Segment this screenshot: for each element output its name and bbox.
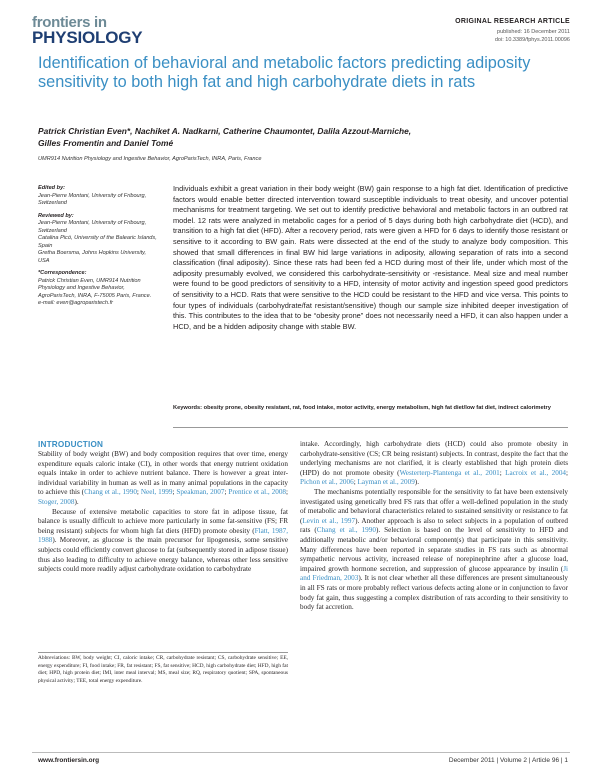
doi: doi: 10.3389/fphys.2011.00096 xyxy=(494,37,570,43)
body-column-1 xyxy=(38,450,288,575)
footer-url-link[interactable]: www.frontiersin.org xyxy=(38,757,100,764)
abstract: Individuals exhibit a great variation in their body weight (BW) gain response to a high fat diet. Identification of predictive factors would enable better directed intervention toward susceptible individuals to treat obesity, and uncover potential mechanisms for treatment targeting. We set out to identify predictive behavioral and metabolic factors in an outbred rat model. 12 rats were analyzed in metabolic cages for a period of 5 days during both high carbohydrate diet (HCD), and transition to a high fat diet (HFD). After a recovery period, rats were given a HFD for 6 days to identify those resistant or sensitive to it according to BW gain. Rats were dissected at the end of the study to analyze body composition. This showed that small differences in final BW hid large variations in adiposity, allowing separation of rats into a second classification (final adiposity). Since these rats had been fed a HCD during most of their life, under which most of the adiposity presumably evolved, we considered this carbohydrate-sensitivity or -resistance. Meal size and meal number were found to be good predictors of sensitivity to a HFD, intensity of motor activity and ingestion speed good predictors of sensitivity to a HCD. Rats that were sensitive to the HCD could be resistant to the HFD and vice versa. This points to four types of individuals (carbohydrate/fat resistant/sensitive) though our sample size inhibited deeper investigation of this. This contributes to the idea that to be “obesity prone” does not necessarily need a HFD, it can also happen under a HCD, and be a hidden adiposity change with stable BW. xyxy=(173,184,568,331)
publication-info xyxy=(495,28,570,44)
citation-link[interactable]: Lacroix et al., 2004 xyxy=(505,468,567,477)
citation-link[interactable]: Levin et al., 1997 xyxy=(302,516,356,525)
published-date: published: 16 December 2011 xyxy=(497,29,570,35)
body-column-2 xyxy=(300,440,568,613)
keywords-list: obesity prone, obesity resistant, rat, food intake, motor activity, energy metabolism, high fat diet/low fat diet, indirect calorimetry xyxy=(203,405,551,411)
affiliation: UMR914 Nutrition Physiology and Ingestive Behavior, AgroParisTech, INRA, Paris, France xyxy=(38,156,262,162)
edited-by-label: Edited by: xyxy=(38,185,66,191)
citation-link[interactable]: Chang et al., 1990 xyxy=(84,488,137,497)
paragraph: Stability of body weight (BW) and body composition requires that over time, energy expenditure equals caloric intake (CI), in other words that energy nutrient oxidation equals intake in order to achieve nutrient balance. There is however a great inter-individual variability in human as well as in many animal populations in the capacity to achieve this (Chang et al., 1990; Neel, 1999; Speakman, 2007; Prentice et al., 2008; Stoger, 2008). xyxy=(38,450,289,506)
paragraph: Because of extensive metabolic capacities to store fat in adipose tissue, fat balance is usually difficult to achieve more particularly in some fat-sensitive (FS; FR being resistant) subjects for whom high fat diets (HFD) promote obesity (Flatt, 1987, 1988). Moreover, as glucose is the main precursor for lipogenesis, some sensitive subjects could efficiently convert glucose to fat (subsequently stored in adipose tissue) thus also leading to difficulty to achieve energy balance, whereas other less sensitive subjects could more readily adjust carbohydrate oxidation to carbohydrate xyxy=(38,507,288,574)
journal-logo-top: frontiers in xyxy=(32,14,107,31)
reviewer-1: Jean-Pierre Montani, University of Fribourg, Switzerland xyxy=(38,220,147,234)
abbreviations: Abbreviations: BW, body weight; CI, caloric intake; CR, carbohydrate resistant; CS, carbohydrate sensitive; EE, energy expenditure; FI, food intake; FR, fat resistant; FS, fat sensitive; HCD, high carbohydrate diet; HFD, high fat diet; HPD, high protein diet; IMI, inter meal interval; MS, meal size; RQ, respiratory quotient; SPA, spontaneous physical activity; TEE, total energy expenditure. xyxy=(38,655,288,684)
citation-link[interactable]: Flatt, 1987, 1988 xyxy=(38,526,288,545)
citation-link[interactable]: Speakman, 2007 xyxy=(176,488,225,497)
paragraph: The mechanisms potentially responsible for the sensitivity to fat have been extensively investigated using genetically bred FS rats that offer a well-defined population in the study of metabolic and behavioral characteristics related to sustained sensitivity or resistance to fat (Levin et al., 1997). Another approach is also to select subjects in a population of outbred rats (Chang et al., 1990). Selection is based on the level of sensitivity to HFD and additionally metabolic and/or behavioral component(s) that participate in this sensitivity. Many differences have been reported in separate studies in FS rats such as abnormal sympathetic nervous activity, increased release of norepinephrine after a glucose load, impaired growth hormone secretion, and suppression of glucose appearance by insulin (Ji and Friedman, 2003). It is not clear whether all these differences are present simultaneously in all FS rats or more probably reflect various defects acting alone or in conjunction to favor body fat gain, thus suggesting a complex distribution of rats according to their sensitivity to body fat accretion. xyxy=(300,487,569,612)
citation-link[interactable]: Ji and Friedman, 2003 xyxy=(300,564,568,583)
journal-logo-bottom: PHYSIOLOGY xyxy=(32,28,143,47)
sidebar xyxy=(38,185,158,308)
keywords-divider xyxy=(173,427,568,428)
authors xyxy=(38,125,558,149)
reviewer-3: Gretha Boersma, Johns Hopkins University, USA xyxy=(38,250,147,264)
footer-info: December 2011 | Volume 2 | Article 96 | 1 xyxy=(448,757,568,764)
email-link[interactable]: e-mail: even@agroparistech.fr xyxy=(38,300,114,306)
citation-link[interactable]: Westerterp-Plantenga et al., 2001 xyxy=(399,468,500,477)
edited-by: Jean-Pierre Montani, University of Fribourg, Switzerland xyxy=(38,192,147,206)
citation-link[interactable]: Chang et al., 1990 xyxy=(316,526,376,535)
article-title: Identification of behavioral and metabolic factors predicting adiposity sensitivity to both high fat and high carbohydrate diets in rats xyxy=(38,54,531,91)
article-type: ORIGINAL RESEARCH ARTICLE xyxy=(455,18,570,25)
keywords-label: Keywords: xyxy=(173,405,203,411)
citation-link[interactable]: Prentice et al., 2008 xyxy=(228,488,287,497)
authors-line-1: Patrick Christian Even*, Nachiket A. Nadkarni, Catherine Chaumontet, Dalila Azzout-Marniche, xyxy=(38,126,412,136)
citation-link[interactable]: Pichon et al., 2006 xyxy=(300,478,354,487)
abbreviations-divider xyxy=(38,652,288,653)
section-heading-introduction: INTRODUCTION xyxy=(38,440,104,449)
correspondence: Patrick Christian Even, UMR914 Nutrition Physiology and Ingestive Behavior, AgroParisTech, INRA, F-75005 Paris, France. xyxy=(38,277,152,299)
reviewer-2: Catalina Picó, University of the Balearic Islands, Spain xyxy=(38,235,157,249)
citation-link[interactable]: Neel, 1999 xyxy=(140,488,173,497)
correspondence-label: *Correspondence: xyxy=(38,270,87,276)
citation-link[interactable]: Layman et al., 2009 xyxy=(357,478,415,487)
paragraph: intake. Accordingly, high carbohydrate diets (HCD) could also promote obesity in carbohydrate-sensitive (CS; CR being resistant) subjects. In contrast, despite the fact that the underlying mechanisms are not clarified, it is clearly established that high protein diets (HPD) do not promote obesity (Westerterp-Plantenga et al., 2001; Lacroix et al., 2004; Pichon et al., 2006; Layman et al., 2009). xyxy=(300,440,569,487)
authors-line-2: Gilles Fromentin and Daniel Tomé xyxy=(38,138,174,148)
footer-divider xyxy=(32,752,570,753)
keywords xyxy=(173,404,568,413)
citation-link[interactable]: Stoger, 2008 xyxy=(38,497,75,506)
reviewed-by-label: Reviewed by: xyxy=(38,212,74,219)
